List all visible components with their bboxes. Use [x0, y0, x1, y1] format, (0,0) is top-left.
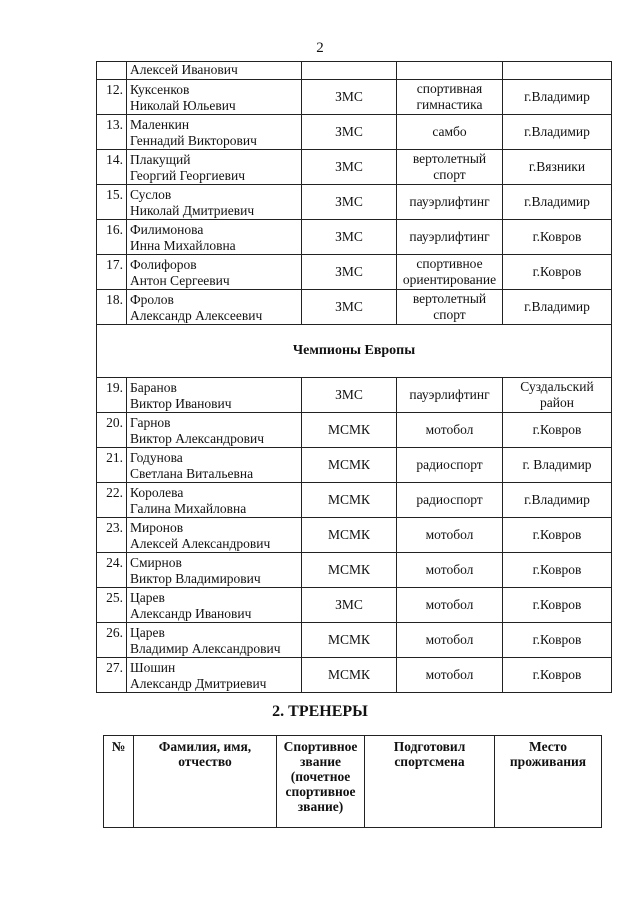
table-row	[97, 623, 612, 658]
athletes-table	[96, 61, 612, 693]
sport-type	[397, 62, 503, 80]
row-number: 12.	[97, 80, 127, 115]
sport-type: самбо	[397, 115, 503, 150]
sport-rank: МСМК	[302, 553, 397, 588]
surname: Годунова	[130, 450, 183, 465]
given-names: Галина Михайловна	[130, 501, 247, 516]
given-names: Александр Алексеевич	[130, 308, 263, 323]
row-number: 19.	[97, 378, 127, 413]
given-names: Владимир Александрович	[130, 641, 281, 656]
athlete-name	[127, 483, 302, 518]
sport-type: пауэрлифтинг	[397, 220, 503, 255]
sport-rank: МСМК	[302, 623, 397, 658]
given-names: Александр Иванович	[130, 606, 252, 621]
surname: Фролов	[130, 292, 174, 307]
sport-type: мотобол	[397, 588, 503, 623]
table-row	[97, 150, 612, 185]
given-names: Георгий Георгиевич	[130, 168, 246, 183]
given-names: Антон Сергеевич	[130, 273, 230, 288]
row-number: 13.	[97, 115, 127, 150]
surname: Гарнов	[130, 415, 171, 430]
surname: Суслов	[130, 187, 172, 202]
surname: Шошин	[130, 660, 176, 675]
col-sport-rank: Спортивное звание (почетное спортивное звание)	[277, 736, 365, 828]
athlete-name	[127, 150, 302, 185]
athlete-name	[127, 448, 302, 483]
table-row	[97, 413, 612, 448]
residence: г.Ковров	[503, 255, 612, 290]
residence: г.Владимир	[503, 290, 612, 325]
table-row	[97, 483, 612, 518]
col-number: №	[104, 736, 134, 828]
sport-type: пауэрлифтинг	[397, 378, 503, 413]
sport-rank: ЗМС	[302, 378, 397, 413]
table-row	[97, 185, 612, 220]
surname: Царев	[130, 625, 165, 640]
residence: г.Владимир	[503, 115, 612, 150]
sport-rank: ЗМС	[302, 290, 397, 325]
sport-rank: ЗМС	[302, 150, 397, 185]
table-row	[97, 115, 612, 150]
athletes-top-body	[97, 62, 612, 325]
row-number: 22.	[97, 483, 127, 518]
row-number: 16.	[97, 220, 127, 255]
given-names: Николай Юльевич	[130, 98, 236, 113]
row-number: 18.	[97, 290, 127, 325]
coaches-heading: 2. ТРЕНЕРЫ	[272, 703, 368, 720]
sport-type: мотобол	[397, 518, 503, 553]
residence: г.Ковров	[503, 518, 612, 553]
residence: г.Владимир	[503, 80, 612, 115]
surname: Филимонова	[130, 222, 204, 237]
sport-rank: ЗМС	[302, 255, 397, 290]
surname: Плакущий	[130, 152, 191, 167]
table-row	[97, 588, 612, 623]
sport-rank: МСМК	[302, 658, 397, 693]
athlete-name	[127, 115, 302, 150]
table-row	[97, 220, 612, 255]
given-names: Николай Дмитриевич	[130, 203, 255, 218]
athlete-name	[127, 553, 302, 588]
col-trained-athlete: Подготовил спортсмена	[365, 736, 495, 828]
athlete-name	[127, 255, 302, 290]
sport-rank: МСМК	[302, 448, 397, 483]
sport-type: пауэрлифтинг	[397, 185, 503, 220]
athlete-name	[127, 185, 302, 220]
sport-type: радиоспорт	[397, 448, 503, 483]
surname: Смирнов	[130, 555, 182, 570]
athlete-name	[127, 518, 302, 553]
row-number: 27.	[97, 658, 127, 693]
sport-type: радиоспорт	[397, 483, 503, 518]
page-number: 2	[316, 40, 324, 56]
sport-type: спортивная гимнастика	[397, 80, 503, 115]
row-number: 23.	[97, 518, 127, 553]
table-row	[97, 658, 612, 693]
athlete-name	[127, 62, 302, 80]
residence	[503, 62, 612, 80]
row-number: 24.	[97, 553, 127, 588]
athlete-name	[127, 378, 302, 413]
coaches-table	[103, 735, 602, 828]
athlete-name	[127, 588, 302, 623]
table-row	[97, 518, 612, 553]
table-row	[97, 80, 612, 115]
sport-rank: МСМК	[302, 518, 397, 553]
athlete-name	[127, 623, 302, 658]
sport-rank: ЗМС	[302, 588, 397, 623]
given-names: Виктор Владимирович	[130, 571, 261, 586]
residence: г.Ковров	[503, 413, 612, 448]
athlete-name	[127, 80, 302, 115]
residence: г.Ковров	[503, 658, 612, 693]
given-names: Инна Михайловна	[130, 238, 236, 253]
given-names: Александр Дмитриевич	[130, 676, 267, 691]
given-names: Виктор Александрович	[130, 431, 265, 446]
sport-type: мотобол	[397, 413, 503, 448]
table-row	[97, 553, 612, 588]
sport-type: вертолетный спорт	[397, 150, 503, 185]
sport-rank: ЗМС	[302, 185, 397, 220]
given-names: Алексей Иванович	[130, 62, 238, 77]
sport-type: вертолетный спорт	[397, 290, 503, 325]
sport-rank: ЗМС	[302, 115, 397, 150]
row-number: 26.	[97, 623, 127, 658]
residence: г.Ковров	[503, 220, 612, 255]
residence: г.Ковров	[503, 553, 612, 588]
table-row	[97, 378, 612, 413]
surname: Царев	[130, 590, 165, 605]
section-row-body	[97, 325, 612, 378]
athlete-name	[127, 413, 302, 448]
given-names: Виктор Иванович	[130, 396, 232, 411]
sport-type: мотобол	[397, 623, 503, 658]
sport-type: мотобол	[397, 553, 503, 588]
europe-champions-body	[97, 378, 612, 693]
sport-type: мотобол	[397, 658, 503, 693]
athlete-name	[127, 220, 302, 255]
sport-type: спортивное ориентирование	[397, 255, 503, 290]
section-title: Чемпионы Европы	[97, 325, 612, 378]
table-row	[97, 255, 612, 290]
coaches-header-row	[104, 736, 602, 828]
row-number: 21.	[97, 448, 127, 483]
residence: г.Владимир	[503, 483, 612, 518]
sport-rank: ЗМС	[302, 220, 397, 255]
given-names: Алексей Александрович	[130, 536, 271, 551]
sport-rank: МСМК	[302, 483, 397, 518]
col-residence: Место проживания	[495, 736, 602, 828]
residence: г. Владимир	[503, 448, 612, 483]
row-number: 25.	[97, 588, 127, 623]
sport-rank	[302, 62, 397, 80]
residence: г.Ковров	[503, 623, 612, 658]
sport-rank: ЗМС	[302, 80, 397, 115]
row-number: 15.	[97, 185, 127, 220]
table-row	[97, 290, 612, 325]
surname: Фолифоров	[130, 257, 197, 272]
row-number: 20.	[97, 413, 127, 448]
given-names: Геннадий Викторович	[130, 133, 257, 148]
residence: г.Вязники	[503, 150, 612, 185]
surname: Баранов	[130, 380, 177, 395]
row-number	[97, 62, 127, 80]
surname: Куксенков	[130, 82, 190, 97]
athlete-name	[127, 290, 302, 325]
residence: г.Владимир	[503, 185, 612, 220]
residence: г.Ковров	[503, 588, 612, 623]
table-row	[97, 448, 612, 483]
athlete-name	[127, 658, 302, 693]
col-full-name: Фамилия, имя, отчество	[134, 736, 277, 828]
surname: Королева	[130, 485, 184, 500]
given-names: Светлана Витальевна	[130, 466, 254, 481]
row-number: 17.	[97, 255, 127, 290]
sport-rank: МСМК	[302, 413, 397, 448]
table-row	[97, 62, 612, 80]
surname: Маленкин	[130, 117, 190, 132]
surname: Миронов	[130, 520, 184, 535]
row-number: 14.	[97, 150, 127, 185]
residence: Суздальский район	[503, 378, 612, 413]
